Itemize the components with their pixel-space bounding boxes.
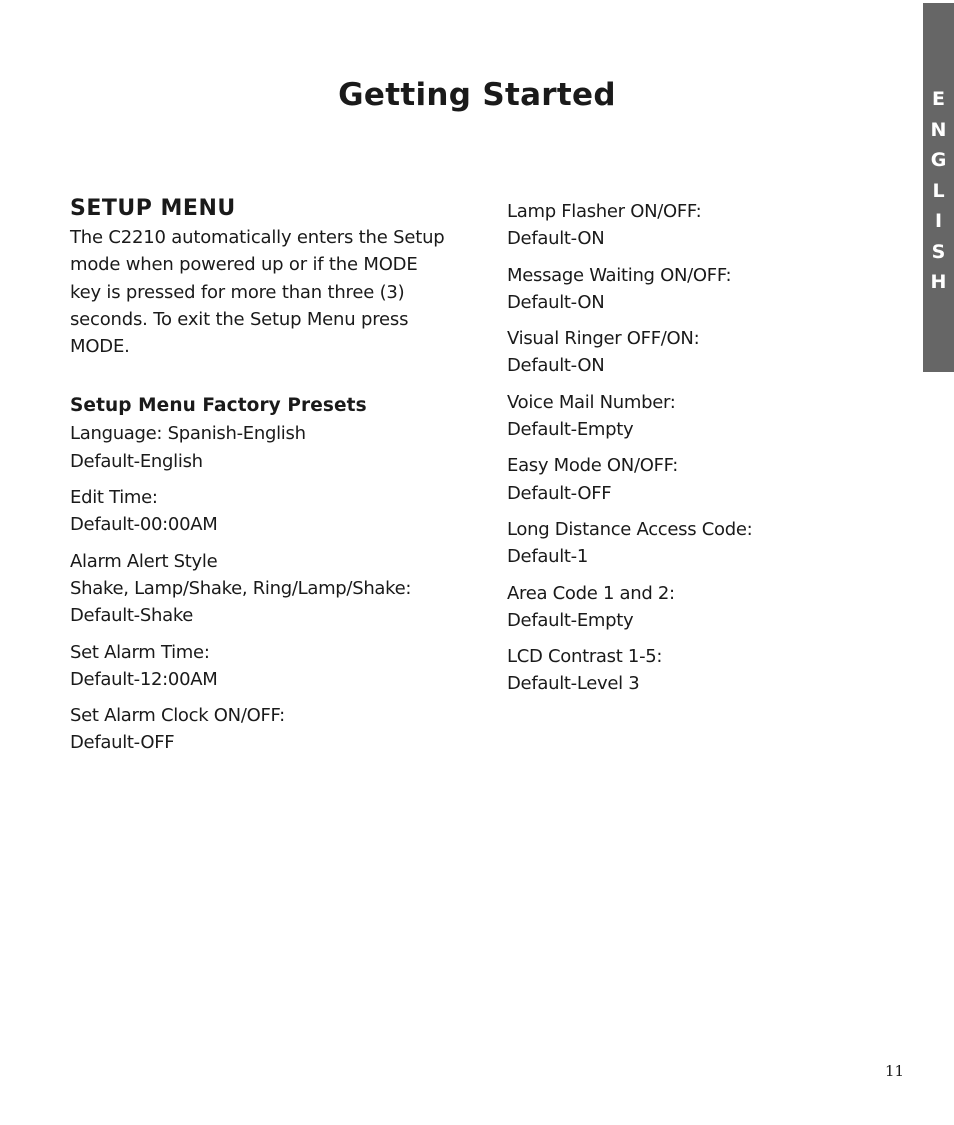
preset-label: Set Alarm Clock ON/OFF: xyxy=(70,705,285,727)
preset-label: Edit Time: xyxy=(70,487,158,509)
language-side-tab xyxy=(923,3,954,372)
preset-default: Default-Level 3 xyxy=(507,673,640,695)
preset-long-distance-code xyxy=(507,516,807,571)
preset-lcd-contrast xyxy=(507,643,807,698)
preset-visual-ringer xyxy=(507,325,807,380)
preset-default: Default-00:00AM xyxy=(70,514,218,536)
side-tab-letter: S xyxy=(931,240,946,263)
side-tab-letter: G xyxy=(930,149,947,171)
preset-default: Default-Empty xyxy=(507,419,634,441)
preset-label: Language: Spanish-English xyxy=(70,423,306,445)
preset-label: Easy Mode ON/OFF: xyxy=(507,455,679,477)
preset-label: Long Distance Access Code: xyxy=(507,518,753,540)
setup-menu-intro: The C2210 automatically enters the Setup mode when powered up or if the MODE key is pressed for more than three (3) seconds. To exit the Setup Menu press MODE. xyxy=(70,227,445,358)
setup-menu-heading: SETUP MENU xyxy=(70,196,236,221)
preset-default: Default-Empty xyxy=(507,609,634,631)
preset-default: Default-12:00AM xyxy=(70,668,218,690)
side-tab-letter: H xyxy=(930,271,947,293)
preset-edit-time xyxy=(70,484,450,539)
preset-default: Default-ON xyxy=(507,228,605,250)
preset-default: Default-ON xyxy=(507,355,605,377)
preset-set-alarm-time xyxy=(70,639,450,694)
preset-message-waiting xyxy=(507,262,807,317)
preset-default: Default-Shake xyxy=(70,605,194,627)
preset-default: Default-OFF xyxy=(70,732,175,754)
preset-default: Default-OFF xyxy=(507,482,612,504)
side-tab-letter: N xyxy=(930,118,947,141)
preset-language xyxy=(70,420,450,475)
preset-label: Alarm Alert Style xyxy=(70,550,218,572)
preset-default: Default-ON xyxy=(507,291,605,313)
preset-label: Voice Mail Number: xyxy=(507,391,676,413)
side-tab-letter: E xyxy=(932,88,945,110)
right-column xyxy=(507,198,807,707)
preset-set-alarm-clock xyxy=(70,702,450,757)
preset-default: Default-English xyxy=(70,450,203,472)
page-number: 11 xyxy=(885,1062,905,1080)
preset-voice-mail-number xyxy=(507,389,807,444)
preset-lamp-flasher xyxy=(507,198,807,253)
preset-label: Lamp Flasher ON/OFF: xyxy=(507,201,702,222)
preset-default: Default-1 xyxy=(507,546,589,568)
preset-alarm-alert-style xyxy=(70,548,450,630)
preset-label: Set Alarm Time: xyxy=(70,641,210,663)
preset-label: Visual Ringer OFF/ON: xyxy=(507,328,700,350)
preset-label: Area Code 1 and 2: xyxy=(507,582,675,604)
preset-options: Shake, Lamp/Shake, Ring/Lamp/Shake: xyxy=(70,577,412,599)
side-tab-label xyxy=(923,84,954,298)
preset-label: Message Waiting ON/OFF: xyxy=(507,264,732,286)
preset-area-code xyxy=(507,580,807,635)
side-tab-letter: L xyxy=(932,179,945,202)
preset-label: LCD Contrast 1-5: xyxy=(507,646,663,668)
page-title: Getting Started xyxy=(338,77,616,113)
side-tab-letter: I xyxy=(934,210,943,232)
preset-easy-mode xyxy=(507,452,807,507)
factory-presets-heading: Setup Menu Factory Presets xyxy=(70,395,367,417)
left-column xyxy=(70,194,450,766)
